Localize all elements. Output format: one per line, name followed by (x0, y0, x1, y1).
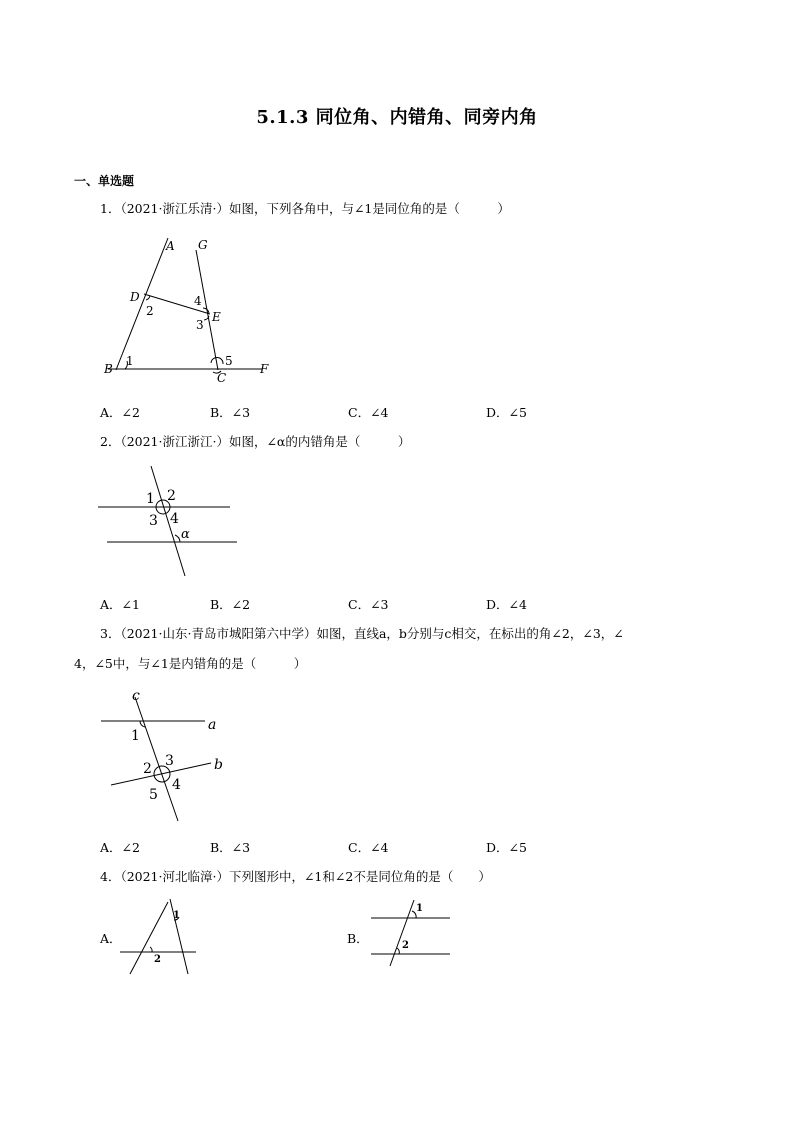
section-heading: 一、单选题 (74, 174, 135, 188)
fig3-label-b: b (214, 757, 223, 773)
fig2-label-1: 1 (146, 491, 155, 507)
fig1-label-d: D (130, 290, 140, 304)
fig1-label-e: E (212, 310, 221, 324)
option-c[interactable]: C．∠4 (348, 405, 389, 420)
fig3-label-a: a (208, 717, 217, 733)
option-a[interactable]: A．∠2 (100, 405, 140, 420)
question-2-stem: 2．（2021·浙江浙江·）如图，∠α的内错角是（ ） (100, 434, 411, 449)
fig1-label-2: 2 (146, 304, 154, 318)
sub-option-a-letter[interactable]: A． (100, 931, 122, 946)
question-3-figure (95, 685, 245, 830)
fig1-label-a: A (166, 239, 175, 253)
fig3-label-1: 1 (131, 728, 140, 744)
fig1-label-3: 3 (196, 318, 204, 332)
question-4-option-a-figure[interactable] (118, 896, 198, 976)
option-d[interactable]: D．∠5 (486, 840, 527, 855)
fig1-label-f: F (260, 362, 269, 376)
question-1-figure (90, 230, 290, 390)
page-title: 5.1.3 同位角、内错角、同旁内角 (256, 107, 538, 128)
fig3-label-c: c (132, 688, 140, 704)
question-1-options (100, 403, 720, 421)
question-1-stem: 1．（2021·浙江乐清·）如图，下列各角中，与∠1是同位角的是（ ） (100, 201, 510, 216)
fig3-label-3: 3 (165, 753, 174, 769)
fig4a-label-2: 2 (154, 954, 161, 965)
fig1-label-5: 5 (225, 354, 233, 368)
question-2-options (100, 595, 720, 613)
sub-option-b-letter[interactable]: B． (347, 931, 369, 946)
fig3-label-4: 4 (172, 777, 181, 793)
fig2-label-4: 4 (170, 511, 179, 527)
option-a[interactable]: A．∠1 (100, 597, 140, 612)
fig1-label-1: 1 (126, 354, 134, 368)
question-4-option-b-figure[interactable] (368, 898, 458, 968)
option-c[interactable]: C．∠3 (348, 597, 389, 612)
fig1-label-c: C (217, 371, 227, 385)
question-3-stem-line-2: 4，∠5中，与∠1是内错角的是（ ） (74, 656, 307, 671)
fig4a-label-1: 1 (173, 910, 180, 921)
question-4-stem: 4．（2021·河北临漳·）下列图形中，∠1和∠2不是同位角的是（ ） (100, 869, 491, 884)
fig1-label-4: 4 (194, 294, 202, 308)
question-3-options (100, 838, 720, 856)
fig2-label-3: 3 (149, 513, 158, 529)
option-d[interactable]: D．∠4 (486, 597, 527, 612)
option-d[interactable]: D．∠5 (486, 405, 527, 420)
fig2-label-alpha: α (181, 527, 190, 542)
fig3-label-2: 2 (143, 761, 152, 777)
option-b[interactable]: B．∠2 (210, 597, 251, 612)
option-b[interactable]: B．∠3 (210, 405, 251, 420)
option-b[interactable]: B．∠3 (210, 840, 251, 855)
option-a[interactable]: A．∠2 (100, 840, 140, 855)
fig4b-label-1: 1 (416, 903, 423, 914)
question-3-stem-line-1: 3．（2021·山东·青岛市城阳第六中学）如图，直线a，b分别与c相交，在标出的角∠2，∠3，∠ (100, 626, 624, 641)
fig1-label-g: G (198, 238, 208, 252)
fig1-label-b: B (104, 362, 113, 376)
fig4b-label-2: 2 (402, 940, 409, 951)
fig3-label-5: 5 (149, 787, 158, 803)
fig2-label-2: 2 (167, 488, 176, 504)
option-c[interactable]: C．∠4 (348, 840, 389, 855)
question-2-figure (95, 462, 245, 582)
